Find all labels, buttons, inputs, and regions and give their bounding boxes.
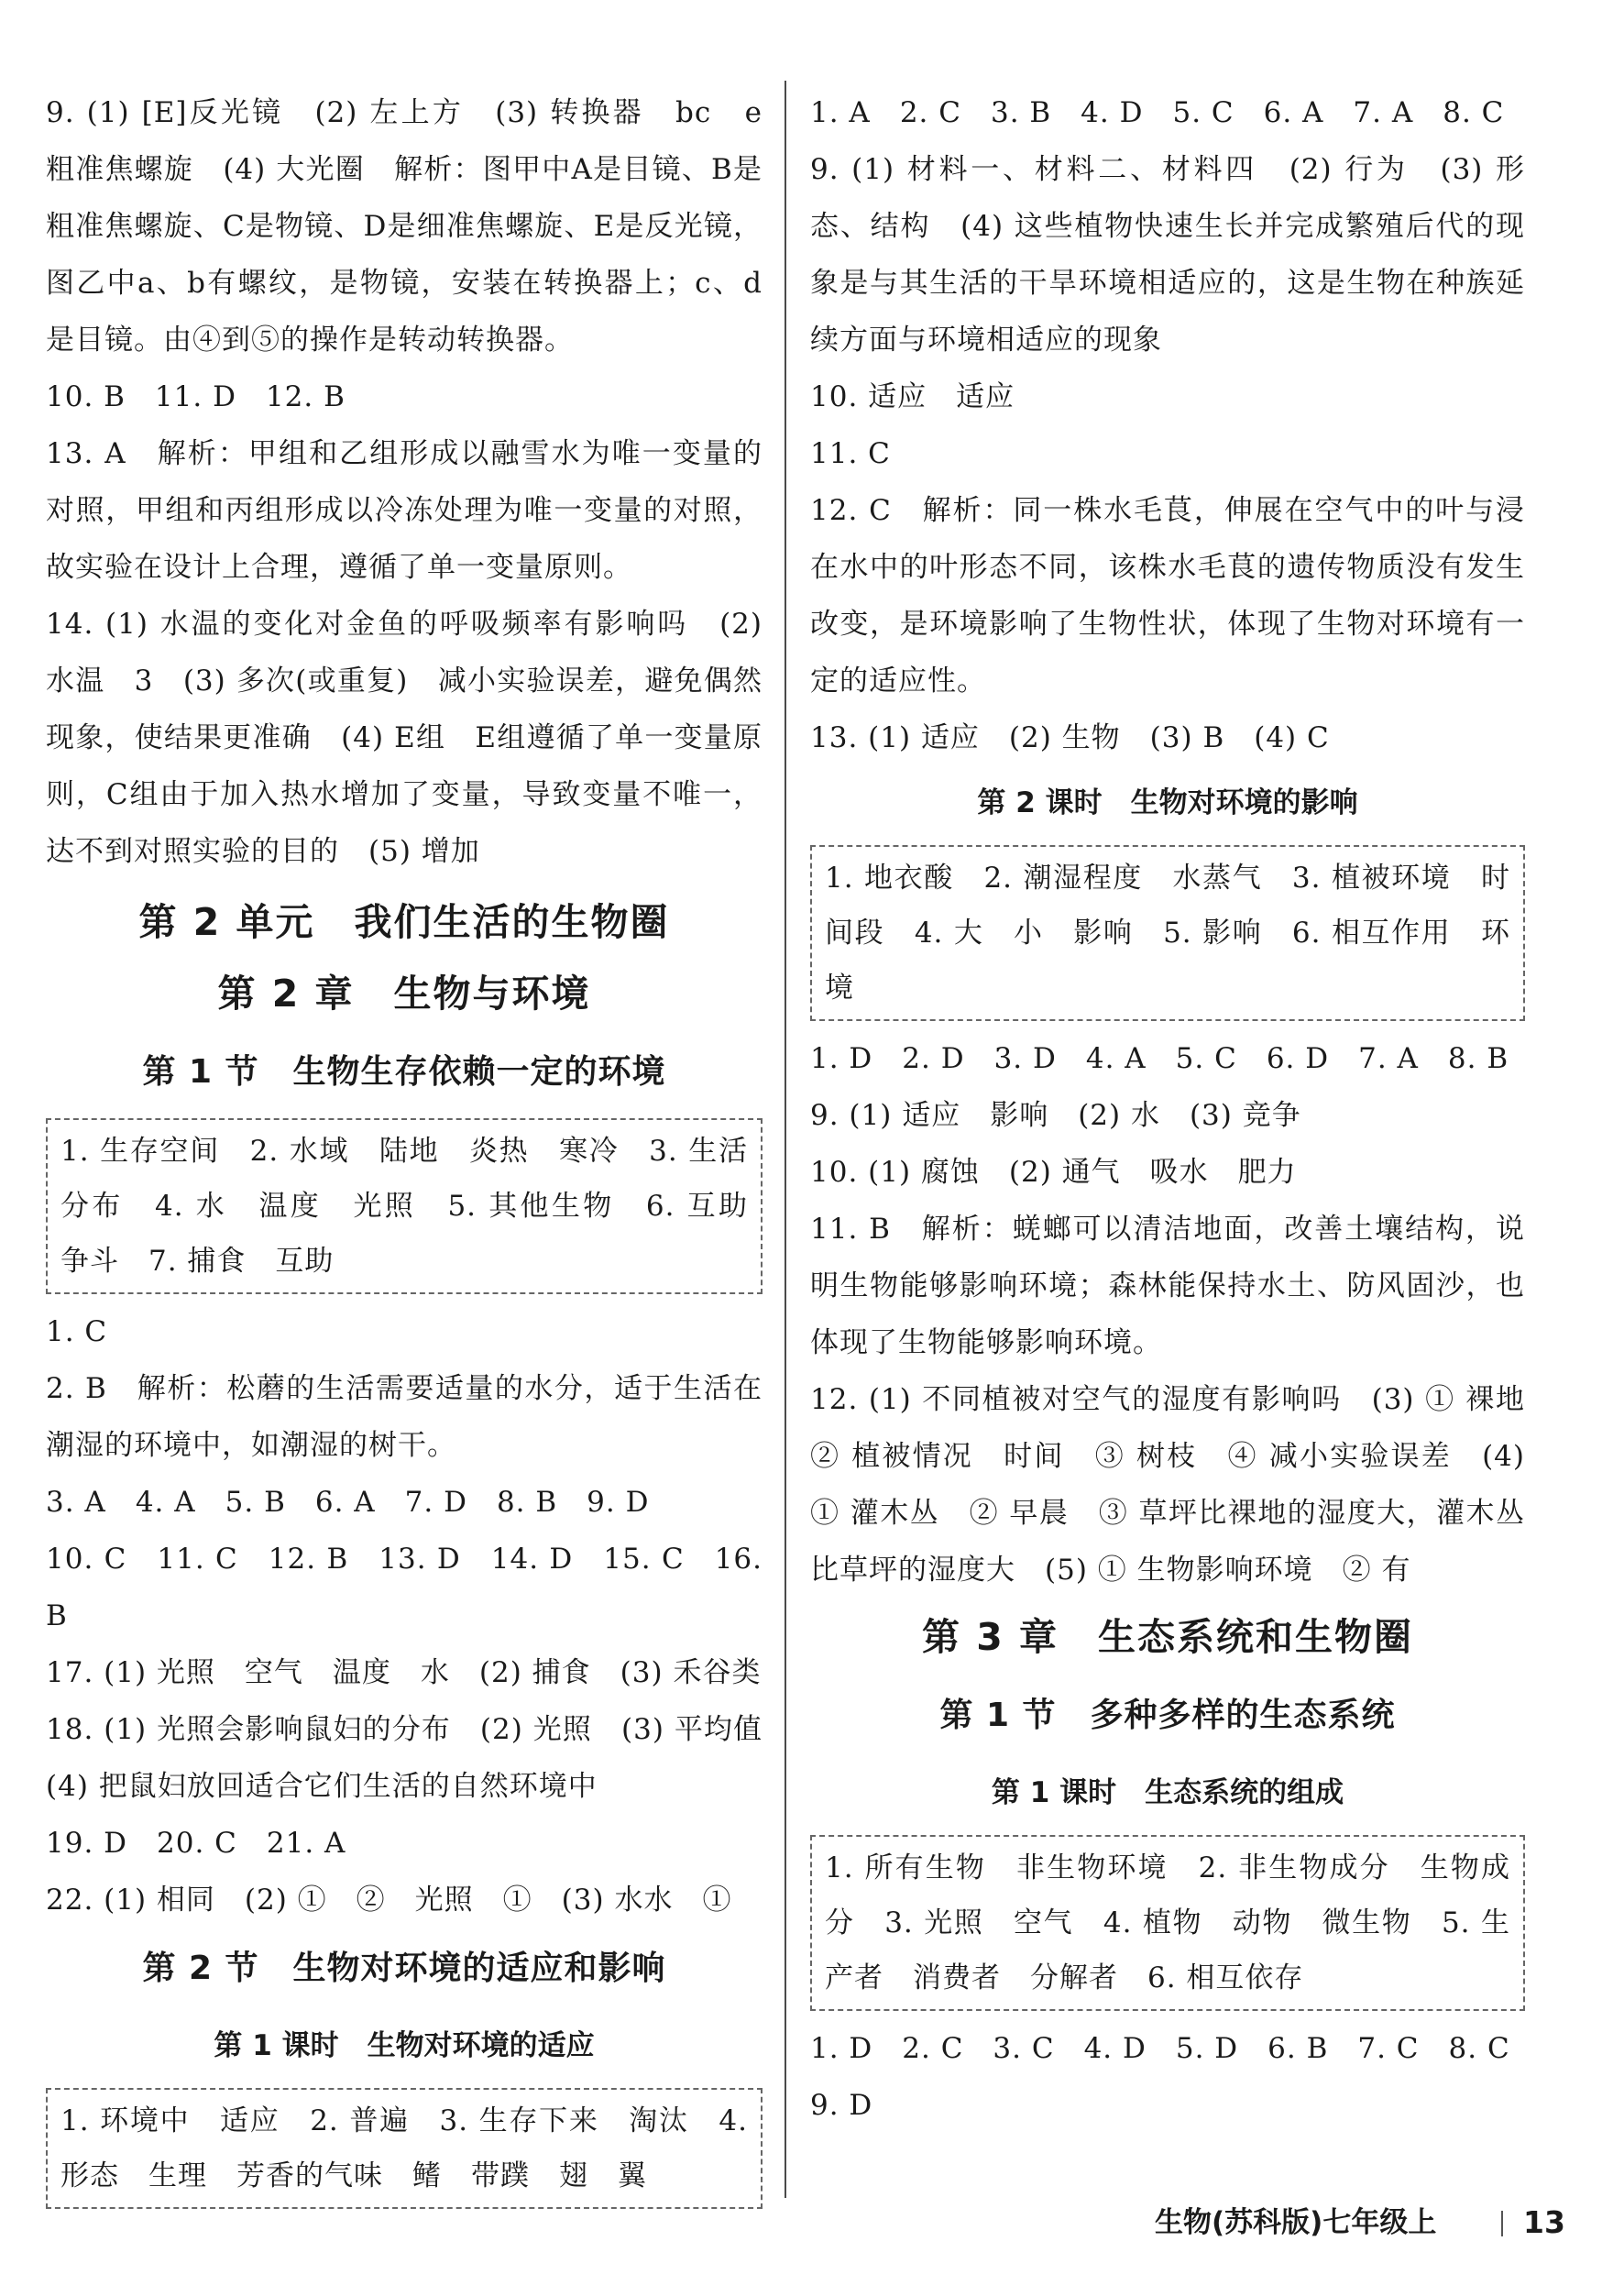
answer-13: 13. (1) 适应 (2) 生物 (3) B (4) C: [810, 721, 1330, 754]
lesson-heading: 第 1 课时 生态系统的组成: [991, 1776, 1344, 1809]
page-footer: [1136, 2200, 1576, 2246]
answer-17: 17. (1) 光照 空气 温度 水 (2) 捕食 (3) 禾谷类: [46, 1656, 762, 1689]
answer-12: 12. (1) 不同植被对空气的湿度有影响吗 (3) ① 裸地 ② 植被情况 时间 ③ 树枝 ④ 减小实验误差 (4) ① 灌木丛 ② 早晨 ③ 草坪比裸地的湿度大，灌木丛比草坪的湿度大 (5) ① 生物影响环境 ② 有: [810, 1383, 1554, 1587]
lesson-heading: 第 1 课时 生物对环境的适应: [214, 2029, 595, 2062]
answer-22: 22. (1) 相同 (2) ① ② 光照 ① (3) 水水 ①: [46, 1884, 732, 1917]
answer-14: 14. (1) 水温的变化对金鱼的呼吸频率有影响吗 (2) 水温 3 (3) 多次(或重复) 减小实验误差，避免偶然现象，使结果更准确 (4) E组 E组遵循了单一变量原则，C组由于加入热水增加了变量，导致变量不唯一，达不到对照实验的目的 (5) 增加: [46, 608, 763, 868]
key-points-box: [46, 2088, 763, 2209]
answer-line: 1. A 2. C 3. B 4. D 5. C 6. A 7. A 8. C: [810, 96, 1505, 129]
column-divider: [785, 81, 786, 2198]
lesson-heading: 第 2 课时 生物对环境的影响: [977, 786, 1358, 819]
answer-9: 9. (1) 材料一、材料二、材料四 (2) 行为 (3) 形态、结构 (4) 这些植物快速生长并完成繁殖后代的现象是与其生活的干旱环境相适应的，这是生物在种族延续方面与环境相适应的现象: [810, 153, 1525, 357]
answer-line: 3. A 4. A 5. B 6. A 7. D 8. B 9. D: [46, 1486, 650, 1519]
key-points-text: 1. 所有生物 非生物环境 2. 非生物成分 生物成分 3. 光照 空气 4. 植物 动物 微生物 5. 生产者 消费者 分解者 6. 相互依存: [825, 1851, 1510, 1994]
answer-12: 12. C 解析：同一株水毛茛，伸展在空气中的叶与浸在水中的叶形态不同，该株水毛茛的遗传物质没有发生改变，是环境影响了生物性状，体现了生物对环境有一定的适应性。: [810, 494, 1525, 698]
answer-line: 19. D 20. C 21. A: [46, 1827, 346, 1860]
answer-13: 13. A 解析：甲组和乙组形成以融雪水为唯一变量的对照，甲组和丙组形成以冷冻处理为唯一变量的对照，故实验在设计上合理，遵循了单一变量原则。: [46, 437, 763, 584]
answer-11: 11. C: [810, 437, 891, 470]
key-points-box: [810, 845, 1525, 1021]
chapter-heading: 第 2 章 生物与环境: [217, 972, 591, 1016]
answer-10: 10. 适应 适应: [810, 380, 1015, 413]
answer-line: 10. C 11. C 12. B 13. D 14. D 15. C 16. B: [46, 1543, 763, 1632]
footer-separator: [1501, 2211, 1503, 2236]
answer-2: 2. B 解析：松蘑的生活需要适量的水分，适于生活在潮湿的环境中，如潮湿的树干。: [46, 1372, 763, 1462]
key-points-text: 1. 生存空间 2. 水域 陆地 炎热 寒冷 3. 生活 分布 4. 水 温度 光照 5. 其他生物 6. 互助 争斗 7. 捕食 互助: [60, 1135, 777, 1278]
key-points-box: [46, 1118, 777, 1294]
page-number: 13: [1523, 2204, 1565, 2240]
unit-heading: 第 2 单元 我们生活的生物圈: [138, 900, 670, 944]
answer-line: 1. D 2. C 3. C 4. D 5. D 6. B 7. C 8. C: [810, 2032, 1510, 2065]
section-heading: 第 1 节 生物生存依赖一定的环境: [142, 1053, 666, 1091]
key-points-text: 1. 环境中 适应 2. 普遍 3. 生存下来 淘汰 4. 形态 生理 芳香的气味 鳍 带蹼 翅 翼: [60, 2104, 748, 2192]
answer-line: 10. B 11. D 12. B: [46, 380, 346, 413]
book-title: 生物(苏科版)七年级上: [1155, 2206, 1437, 2239]
section-heading: 第 2 节 生物对环境的适应和影响: [142, 1950, 666, 1987]
right-column: [810, 84, 1554, 2134]
chapter-heading: 第 3 章 生态系统和生物圈: [921, 1615, 1414, 1659]
answer-line: 9. D: [810, 2089, 873, 2122]
answer-9: 9. (1) 适应 影响 (2) 水 (3) 竞争: [810, 1099, 1301, 1132]
section-heading: 第 1 节 多种多样的生态系统: [939, 1697, 1396, 1734]
answer-line: 1. C: [46, 1315, 108, 1348]
answer-10: 10. (1) 腐蚀 (2) 通气 吸水 肥力: [810, 1156, 1297, 1189]
answer-line: 1. D 2. D 3. D 4. A 5. C 6. D 7. A 8. B: [810, 1042, 1509, 1075]
answer-18: 18. (1) 光照会影响鼠妇的分布 (2) 光照 (3) 平均值 (4) 把鼠妇放回适合它们生活的自然环境中: [46, 1713, 792, 1803]
key-points-box: [810, 1835, 1525, 2011]
key-points-text: 1. 地衣酸 2. 潮湿程度 水蒸气 3. 植被环境 时间段 4. 大 小 影响 5. 影响 6. 相互作用 环境: [825, 862, 1510, 1005]
left-column: [46, 84, 792, 2218]
answer-11: 11. B 解析：蜣螂可以清洁地面，改善土壤结构，说明生物能够影响环境；森林能保持水土、防风固沙，也体现了生物能够影响环境。: [810, 1213, 1525, 1359]
answer-9-14-block: 9. (1) [E]反光镜 (2) 左上方 (3) 转换器 bc e 粗准焦螺旋 (4) 大光圈 解析：图甲中A是目镜、B是粗准焦螺旋、C是物镜、D是细准焦螺旋、E是反光镜，图乙中a、b有螺纹，是物镜，安装在转换器上；c、d是目镜。由④到⑤的操作是转动转换器。: [46, 96, 792, 357]
